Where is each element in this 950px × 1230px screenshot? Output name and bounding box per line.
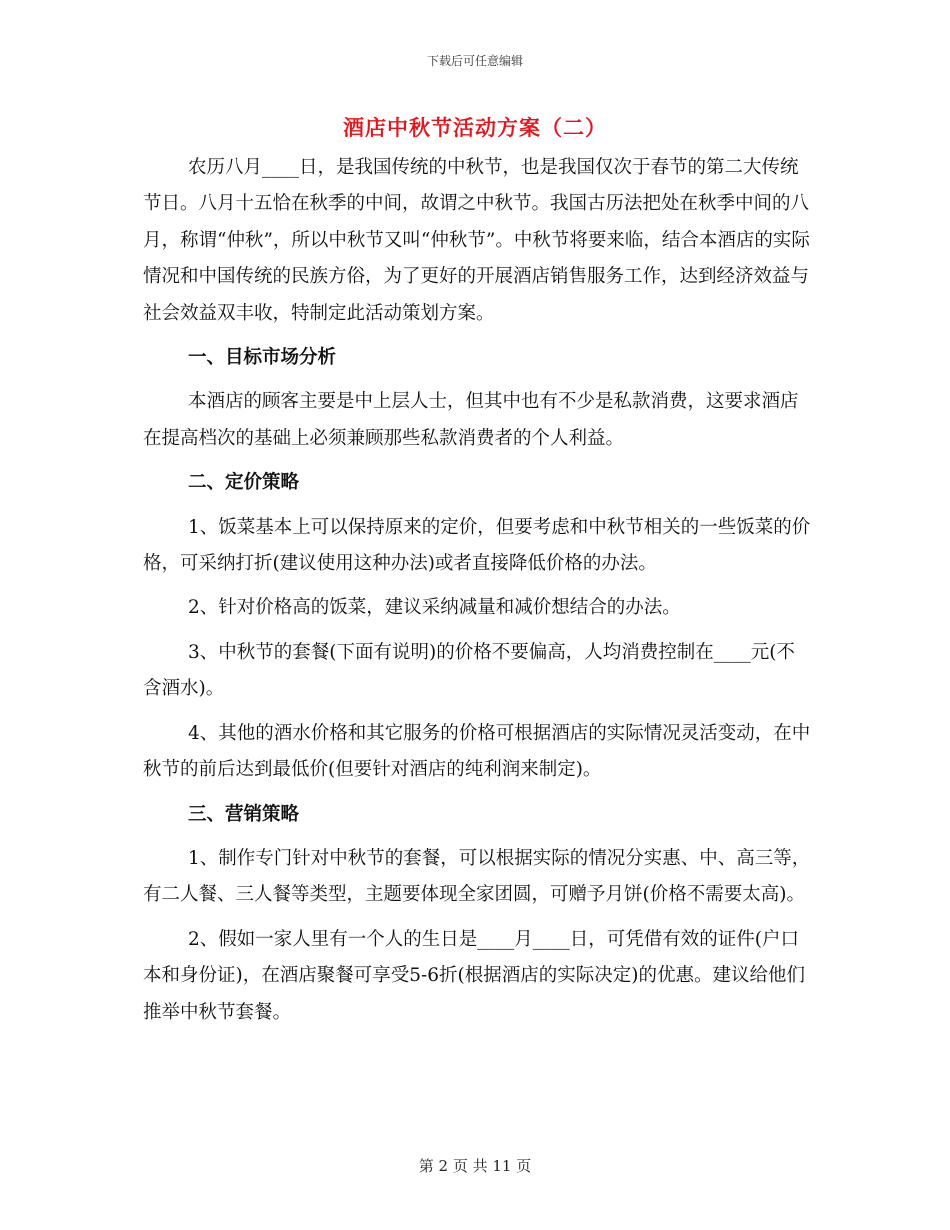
target-market-paragraph: 本酒店的顾客主要是中上层人士，但其中也有不少是私款消费，这要求酒店在提高档次的基础上必须兼顾那些私款消费者的个人利益。 xyxy=(143,391,799,449)
pricing-item-2: 2、针对价格高的饭菜，建议采纳减量和减价想结合的办法。 xyxy=(188,597,681,619)
intro-paragraph: 农历八月____日，是我国传统的中秋节，也是我国仅次于春节的第二大传统节日。八月十五恰在秋季的中间，故谓之中秋节。我国古历法把处在秋季中间的八月，称谓“仲秋”，所以中秋节又叫“仲秋节”。中秋节将要来临，结合本酒店的实际情况和中国传统的民族方俗，为了更好的开展酒店销售服务工作，达到经济效益与社会效益双丰收，特制定此活动策划方案。 xyxy=(143,157,810,324)
pricing-item-3: 3、中秋节的套餐(下面有说明)的价格不要偏高，人均消费控制在____元(不含酒水)。 xyxy=(143,641,795,700)
section-heading-pricing: 二、定价策略 xyxy=(188,472,300,494)
section-heading-target-market: 一、目标市场分析 xyxy=(188,347,337,369)
page-header: 下载后可任意编辑 xyxy=(426,54,523,68)
document-body xyxy=(143,150,813,1031)
pricing-item-4: 4、其他的酒水价格和其它服务的价格可根据酒店的实际情况灵活变动，在中秋节的前后达到最低价(但要针对酒店的纯利润来制定)。 xyxy=(143,722,811,781)
marketing-item-2: 2、假如一家人里有一个人的生日是____月____日，可凭借有效的证件(户口本和身份证)，在酒店聚餐可享受5-6折(根据酒店的实际决定)的优惠。建议给他们推举中秋节套餐。 xyxy=(143,928,805,1023)
page-number-footer: 第 2 页 共 11 页 xyxy=(418,1157,532,1175)
marketing-item-1: 1、制作专门针对中秋节的套餐，可以根据实际的情况分实惠、中、高三等，有二人餐、三人餐等类型，主题要体现全家团圆，可赠予月饼(价格不需要太高)。 xyxy=(143,847,811,906)
document-title: 酒店中秋节活动方案（二） xyxy=(343,115,607,140)
section-heading-marketing: 三、营销策略 xyxy=(188,803,300,825)
pricing-item-1: 1、饭菜基本上可以保持原来的定价，但要考虑和中秋节相关的一些饭菜的价格，可采纳打折(建议使用这种办法)或者直接降低价格的办法。 xyxy=(143,516,811,575)
